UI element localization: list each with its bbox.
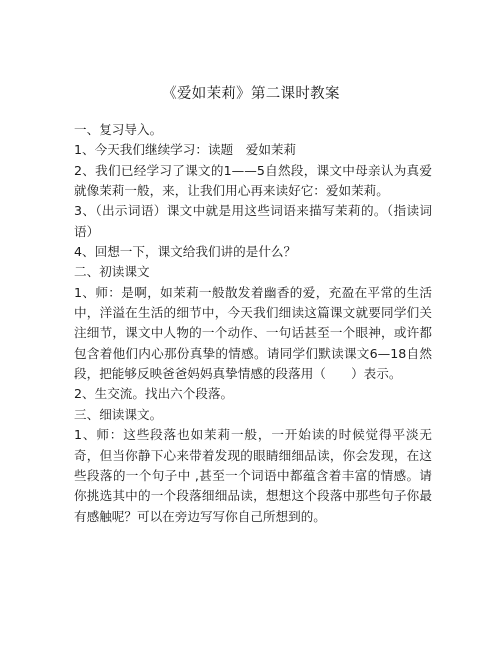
section-heading-first-reading: 二、初读课文 [74,264,150,280]
paragraph-item: 4、回想一下，课文给我们讲的是什么？ [74,244,297,260]
paragraph-item: 1、今天我们继续学习：读题 爱如茉莉 [74,142,297,158]
paragraph-item: 1、师：这些段落也如茉莉一般，一开始读的时候觉得平淡无奇，但当你静下心来带着发现的眼睛细细品读，你会发现，在这些段落的一个句子中 ,甚至一个词语中都蕴含着丰富的情感。请你挑选其中的一个段落细细品读，想想这个段落中那些句子你最有感触呢？可以在旁边写写你自己所想到的。 [74,427,432,524]
document-body [74,120,432,527]
section-heading-close-reading: 三、细读课文。 [74,406,163,422]
paragraph-item: 1、师：是啊，如茉莉一般散发着幽香的爱，充盈在平常的生活中，洋溢在生活的细节中，今天我们细读这篇课文就要同学们关注细节，课文中人物的一个动作、一句话甚至一个眼神，或许都包含着他们内心那份真挚的情感。请同学们默读课文6—18自然段，把能够反映爸爸妈妈真挚情感的段落用（ ）表示。 [74,284,432,382]
paragraph-item: 2、生交流。找出六个段落。 [74,386,234,402]
paragraph-item: 3、（出示词语）课文中就是用这些词语来描写茉莉的。（指读词语） [74,203,432,239]
section-heading-review: 一、复习导入。 [74,122,163,137]
document-title: 《爱如茉莉》第二课时教案 [162,86,340,102]
paragraph-item: 2、我们已经学习了课文的1——5自然段，课文中母亲认为真爱就像茉莉一般，来，让我们用心再来读好它：爱如茉莉。 [74,162,432,199]
